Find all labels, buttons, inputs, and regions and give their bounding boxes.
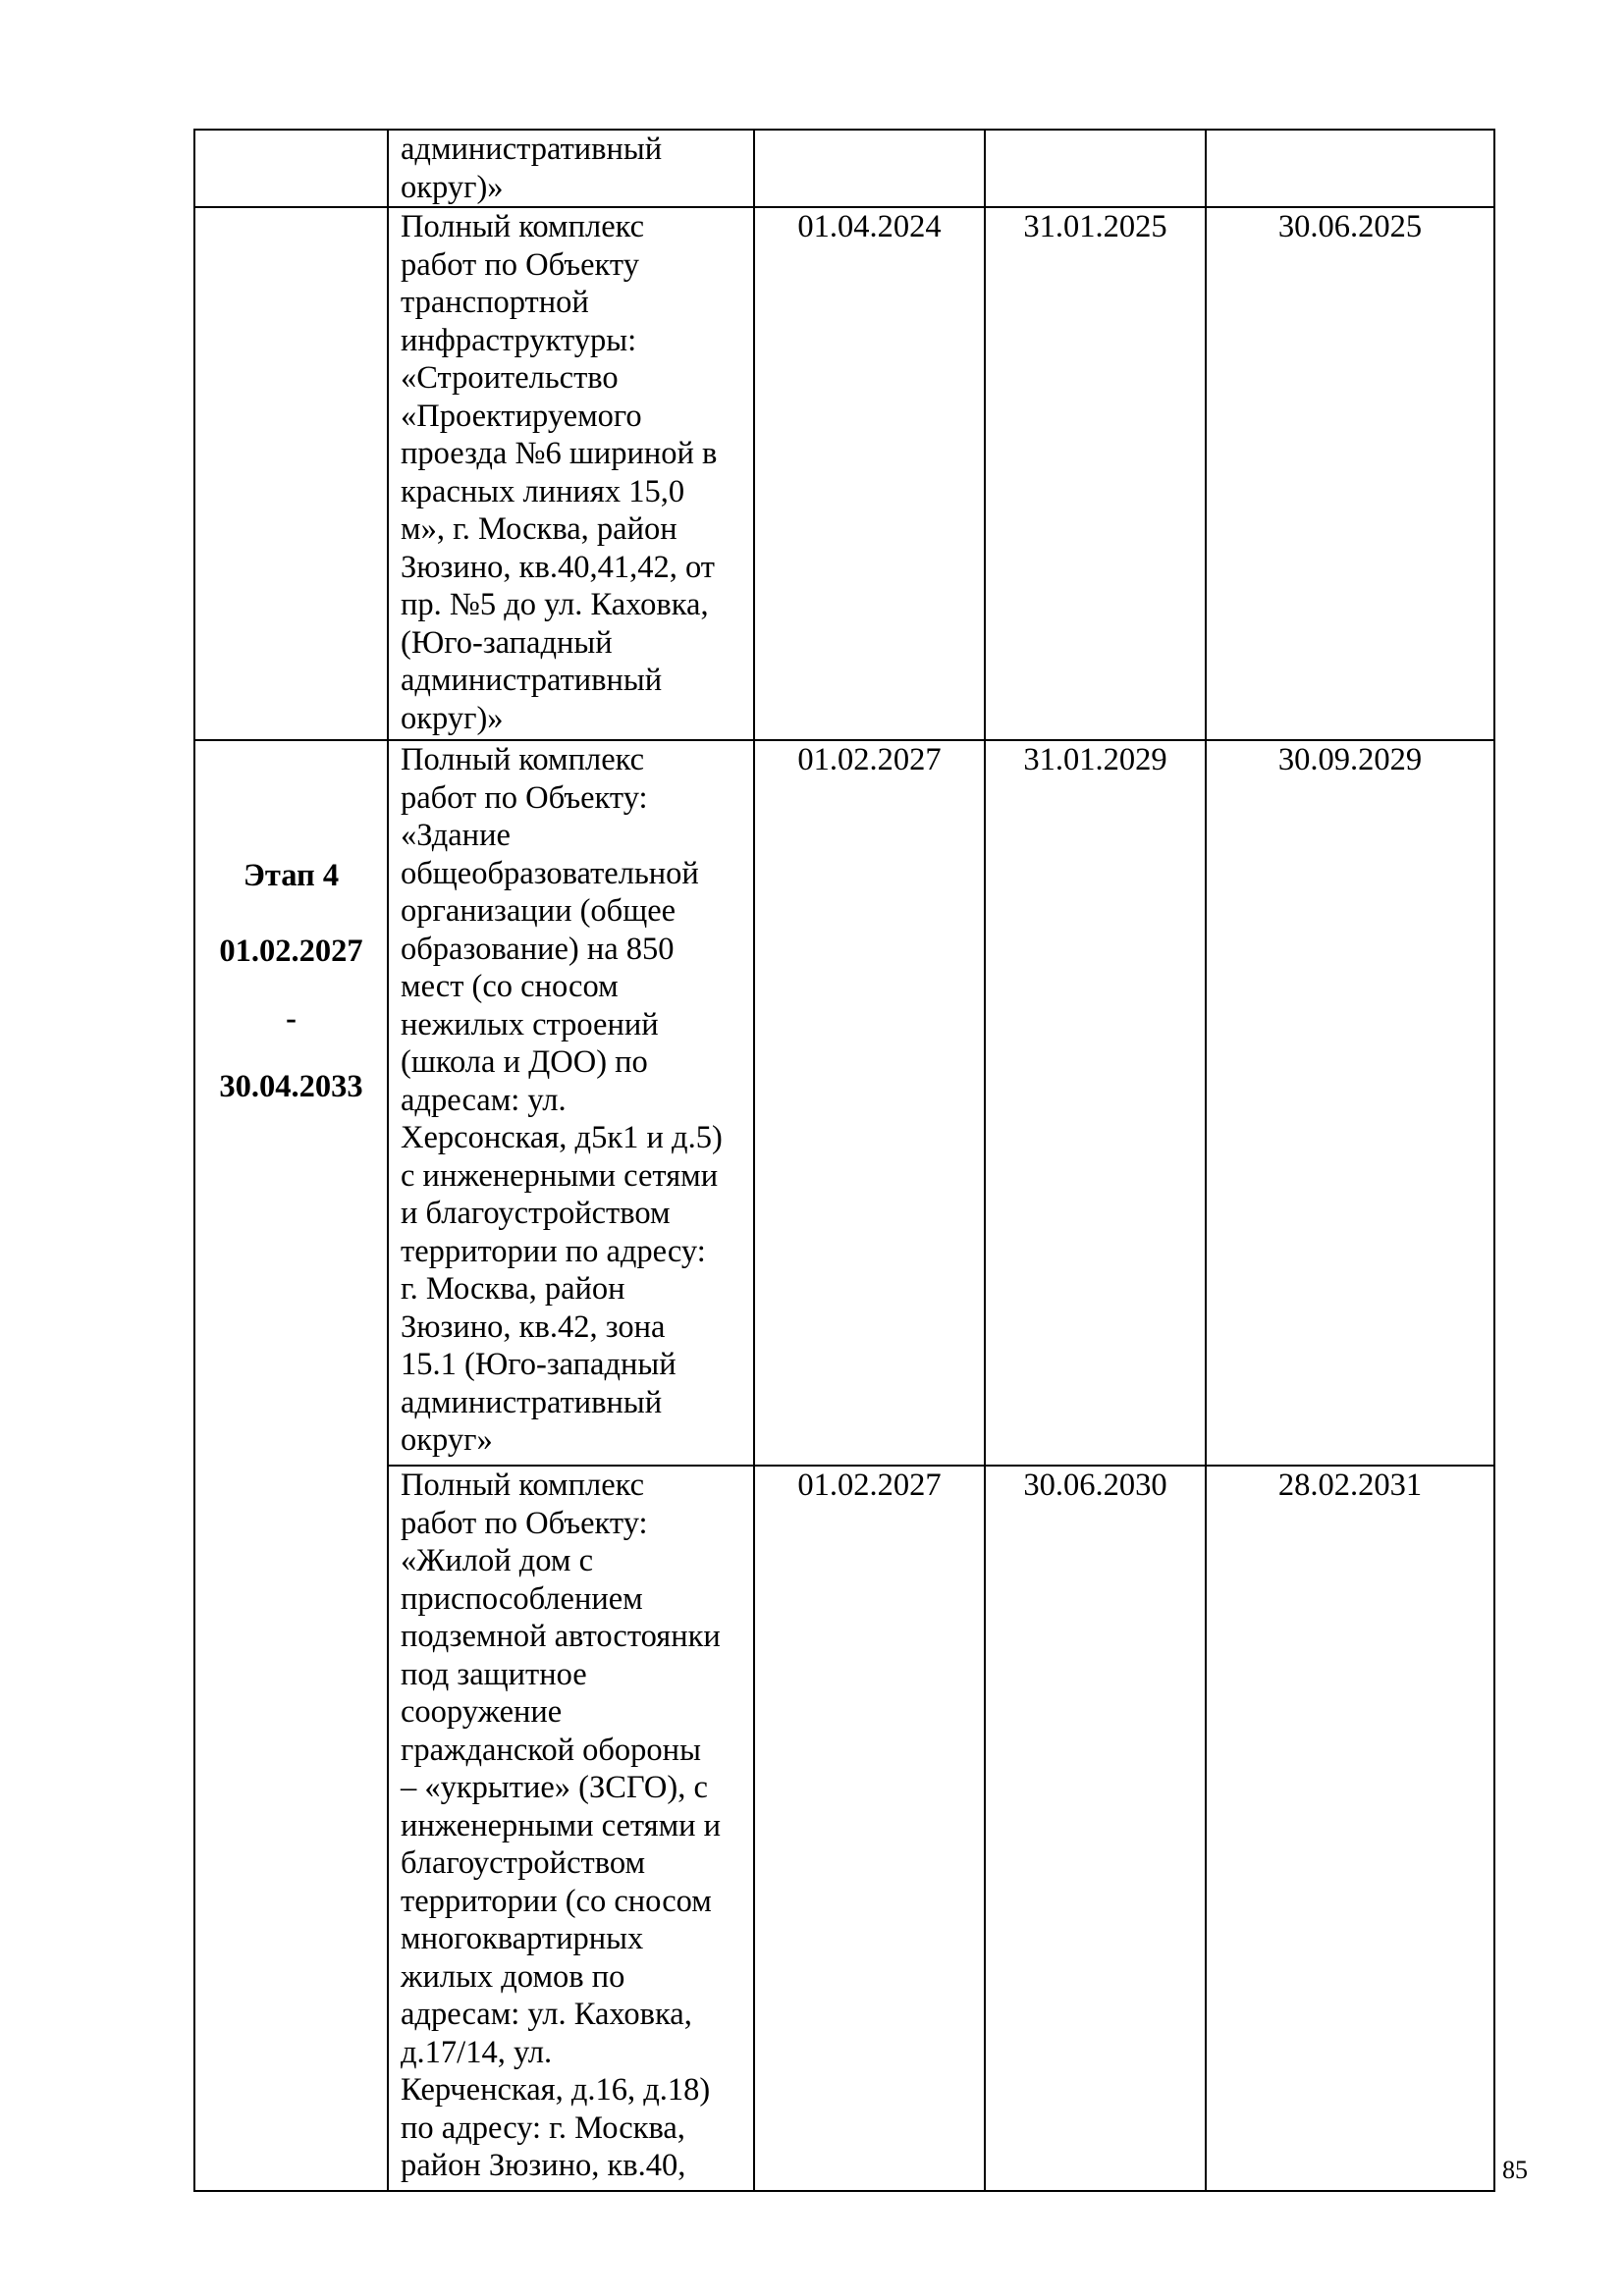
stage-dash: -	[286, 1001, 297, 1037]
stage-cell-empty	[194, 207, 388, 740]
stage-start-date: 01.02.2027	[219, 934, 363, 969]
work-description: административный округ)»	[388, 130, 754, 207]
start-date	[754, 130, 985, 207]
stage-cell-empty	[194, 130, 388, 207]
table-row	[194, 130, 1494, 207]
table-row	[194, 1466, 1494, 2191]
start-date: 01.04.2024	[754, 207, 985, 740]
final-date: 28.02.2031	[1206, 1466, 1494, 2191]
work-description: Полный комплекс работ по Объекту: «Жилой дом с приспособлением подземной автостоянки под защитное сооружение гражданской обороны – «укрытие» (ЗСГО), с инженерными сетями и благоустройством территории (со сносом многоквартирных жилых домов по адресам: ул. Каховка, д.17/14, ул. Керченская, д.16, д.18) по адресу: г. Москва, район Зюзино, кв.40,	[388, 1466, 754, 2191]
end-date	[985, 130, 1206, 207]
schedule-table	[193, 129, 1495, 2192]
end-date: 31.01.2029	[985, 740, 1206, 1466]
end-date: 31.01.2025	[985, 207, 1206, 740]
stage-end-date: 30.04.2033	[219, 1068, 363, 1104]
table-row	[194, 740, 1494, 1466]
page-number: 85	[1502, 2156, 1528, 2184]
final-date: 30.06.2025	[1206, 207, 1494, 740]
start-date: 01.02.2027	[754, 740, 985, 1466]
start-date: 01.02.2027	[754, 1466, 985, 2191]
work-description: Полный комплекс работ по Объекту транспортной инфраструктуры: «Строительство «Проектируемого проезда №6 шириной в красных линиях 15,0 м», г. Москва, район Зюзино, кв.40,41,42, от пр. №5 до ул. Каховка, (Юго-западный административный округ)»	[388, 207, 754, 740]
end-date: 30.06.2030	[985, 1466, 1206, 2191]
final-date	[1206, 130, 1494, 207]
stage-title: Этап 4	[243, 858, 340, 893]
stage-label-block	[199, 779, 383, 1144]
work-description: Полный комплекс работ по Объекту: «Здание общеобразовательной организации (общее образование) на 850 мест (со сносом нежилых строений (школа и ДОО) по адресам: ул. Херсонская, д5к1 и д.5) с инженерными сетями и благоустройством территории по адресу: г. Москва, район Зюзино, кв.42, зона 15.1 (Юго-западный административный округ»	[388, 740, 754, 1466]
table-row	[194, 207, 1494, 740]
stage-cell	[194, 740, 388, 2191]
final-date: 30.09.2029	[1206, 740, 1494, 1466]
